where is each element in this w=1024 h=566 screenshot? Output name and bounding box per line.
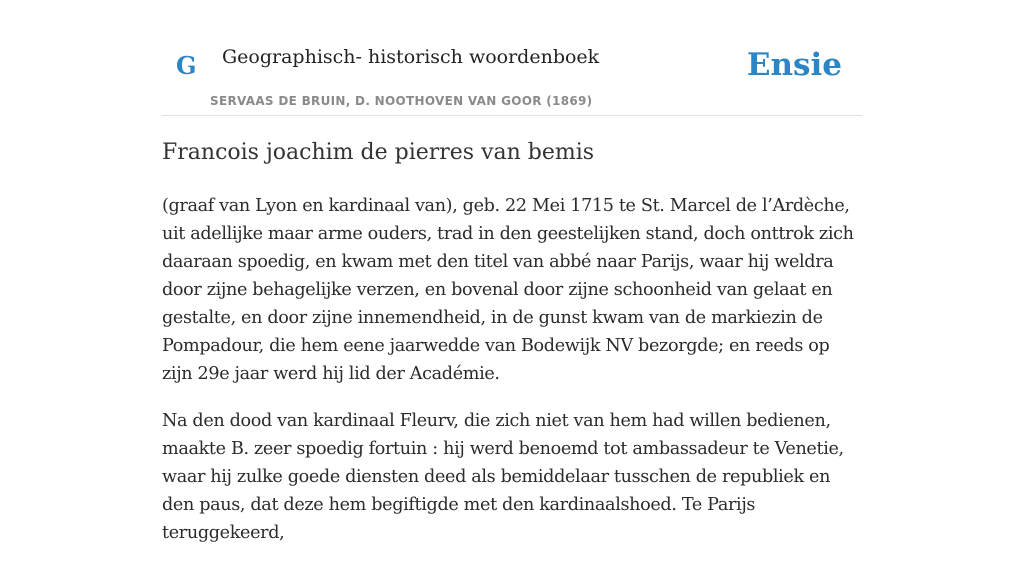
book-logo-icon[interactable]: G [176, 51, 197, 80]
page-title: Francois joachim de pierres van bemis [162, 140, 595, 165]
entry-paragraph: Na den dood van kardinaal Fleurv, die zich niet van hem had willen bedienen, maakte B. zeer spoedig fortuin : hij werd benoemd tot ambassadeur te Venetie, waar hij zulke goede diensten deed als bemiddelaar tusschen de republiek en den paus, dat deze hem begiftigde met den kardinaalshoed. Te Parijs teruggekeerd, [162, 411, 844, 543]
entry-paragraph: (graaf van Lyon en kardinaal van), geb. 22 Mei 1715 te St. Marcel de l’Ardèche, uit adellijke maar arme ouders, trad in den geestelijken stand, doch onttrok zich daaraan spoedig, en kwam met den titel van abbé naar Parijs, waar hij weldra door zijne behagelijke verzen, en bovenal door zijne schoonheid van gelaat en gestalte, en door zijne innemendheid, in de gunst kwam van de markiezin de Pompadour, die hem eene jaarwedde van Bodewijk NV bezorgde; en reeds op zijn 29e jaar werd hij lid der Académie. [162, 196, 854, 384]
header [162, 0, 862, 116]
book-authors: SERVAAS DE BRUIN, D. NOOTHOVEN VAN GOOR (1869) [210, 94, 593, 108]
entry-content [162, 192, 862, 566]
ensie-logo-link[interactable]: Ensie [746, 47, 842, 83]
book-title[interactable]: Geographisch- historisch woordenboek [222, 46, 600, 68]
